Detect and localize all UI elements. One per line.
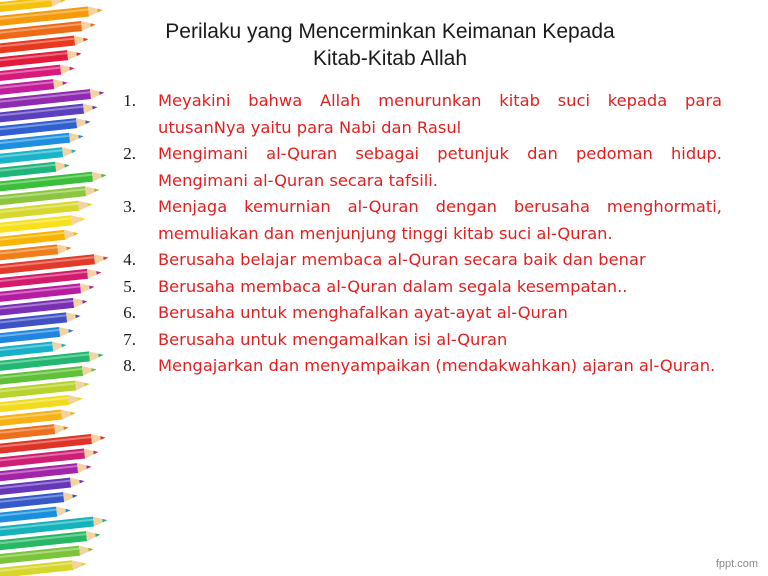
list-item-number: 6. <box>123 303 136 322</box>
list-item <box>110 141 722 194</box>
list-item-text: Menjaga kemurnian al-Quran dengan berusaha menghormati, memuliakan dan menjunjung tinggi kitab suci al-Quran. <box>158 197 722 243</box>
list-item-text: Berusaha belajar membaca al-Quran secara baik dan benar <box>158 250 646 269</box>
list-item-number: 7. <box>123 329 136 349</box>
behavior-list <box>110 88 722 380</box>
list-item <box>110 247 722 274</box>
list-item-text: Berusaha membaca al-Quran dalam segala kesempatan.. <box>158 276 628 296</box>
list-item-number: 1. <box>123 91 136 110</box>
list-item-number: 3. <box>123 197 136 216</box>
list-item <box>110 194 722 247</box>
footer-brand: fppt.com <box>715 558 758 570</box>
pencil-decoration <box>0 0 120 576</box>
list-item <box>110 274 722 301</box>
pencil-illustration <box>0 0 120 576</box>
list-item <box>110 353 722 380</box>
pencil-shape <box>0 325 74 344</box>
list-item <box>110 327 722 354</box>
list-item <box>110 88 722 141</box>
list-item-number: 8. <box>123 356 136 375</box>
list-item-text: Meyakini bahwa Allah menurunkan kitab suci kepada para utusanNya yaitu para Nabi dan Rasul <box>158 91 722 137</box>
slide-title-line2: Kitab-Kitab Allah <box>312 47 468 70</box>
list-item-text: Berusaha untuk mengamalkan isi al-Quran <box>158 329 508 349</box>
list-item-text: Berusaha untuk menghafalkan ayat-ayat al-Quran <box>158 303 568 322</box>
list-item-number: 4. <box>123 250 136 269</box>
list-item-number: 5. <box>123 276 136 296</box>
slide-title <box>110 18 670 72</box>
slide-title-line1: Perilaku yang Mencerminkan Keimanan Kepada <box>165 20 615 43</box>
list-item-number: 2. <box>123 144 136 163</box>
list-item-text: Mengimani al-Quran sebagai petunjuk dan pedoman hidup. Mengimani al-Quran secara tafsili. <box>158 144 722 190</box>
list-item-text: Mengajarkan dan menyampaikan (mendakwahkan) ajaran al-Quran. <box>158 356 716 375</box>
list-item <box>110 300 722 327</box>
